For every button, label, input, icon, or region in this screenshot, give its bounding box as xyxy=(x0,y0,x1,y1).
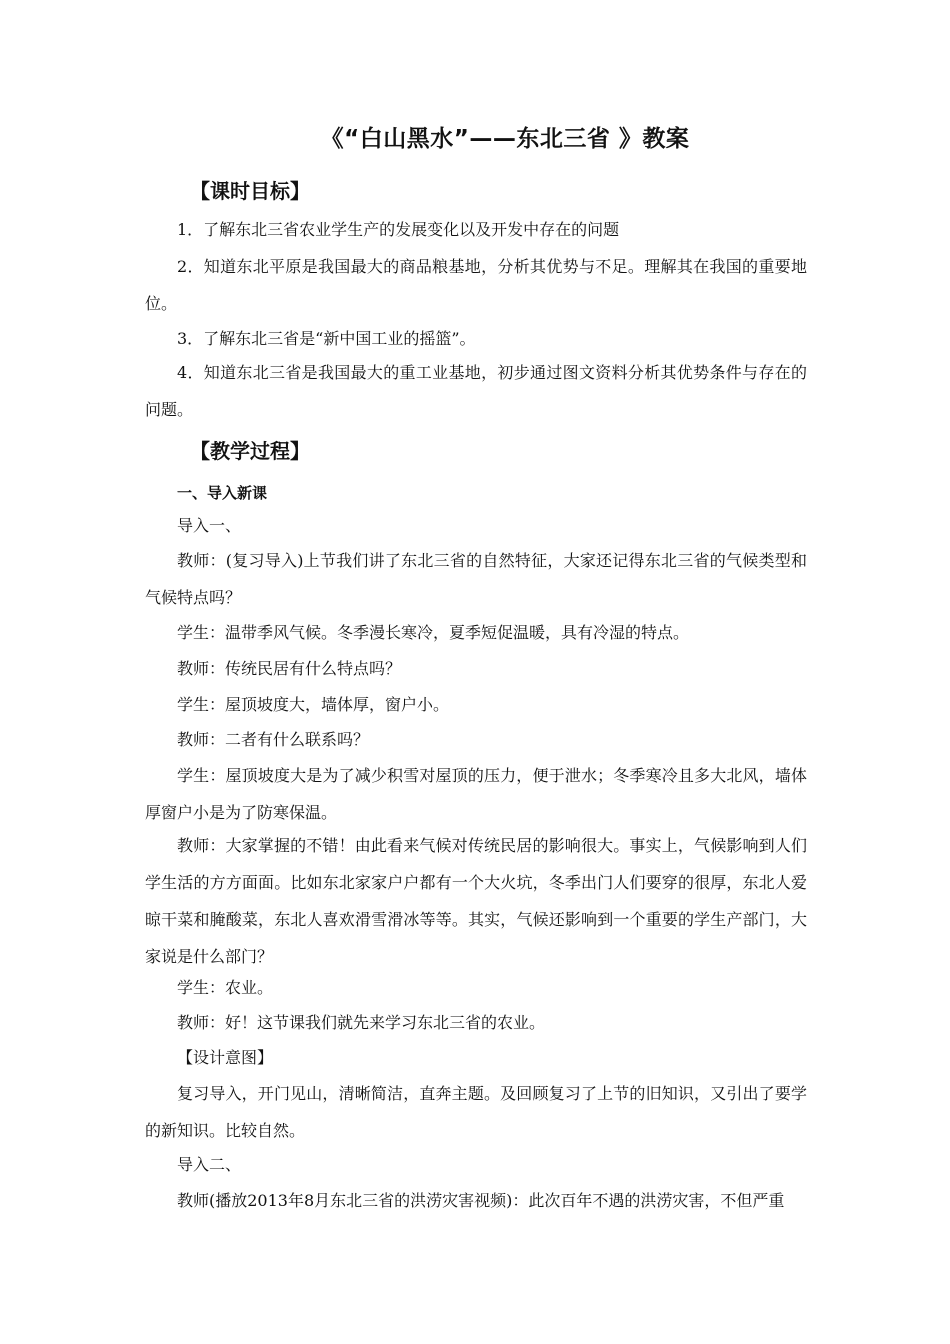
design-intent-label: 【设计意图】 xyxy=(177,1048,274,1067)
objective-item: 4．知道东北三省是我国最大的重工业基地，初步通过图文资料分析其优势条件与存在的问题。 xyxy=(145,363,807,419)
body-paragraph: 学生：温带季风气候。冬季漫长寒冷，夏季短促温暖，具有冷湿的特点。 xyxy=(177,623,690,642)
body-paragraph: 复习导入，开门见山，清晰简洁，直奔主题。及回顾复习了上节的旧知识，又引出了要学的新知识。比较自然。 xyxy=(145,1084,807,1140)
subsection-heading: 一、导入新课 xyxy=(177,484,268,502)
body-paragraph: 教师：大家掌握的不错！由此看来气候对传统民居的影响很大。事实上，气候影响到人们学生活的方方面面。比如东北家家户户都有一个大火坑，冬季出门人们要穿的很厚，东北人爱晾干菜和腌酸菜，东北人喜欢滑雪滑冰等等。其实，气候还影响到一个重要的学生产部门，大家说是什么部门？ xyxy=(145,836,807,966)
section-heading-objectives: 【课时目标】 xyxy=(190,179,310,203)
document-title: 《“白山黑水”——东北三省 》教案 xyxy=(320,126,690,152)
body-paragraph: 学生：屋顶坡度大是为了减少积雪对屋顶的压力，便于泄水；冬季寒冷且多大北风，墙体厚窗户小是为了防寒保温。 xyxy=(145,766,807,822)
body-paragraph: 教师(播放2013年8月东北三省的洪涝灾害视频)：此次百年不遇的洪涝灾害，不但严重 xyxy=(177,1191,785,1210)
body-paragraph: 学生：农业。 xyxy=(177,978,274,997)
objective-item: 3．了解东北三省是“新中国工业的摇篮”。 xyxy=(177,329,476,348)
body-paragraph: 导入一、 xyxy=(177,516,242,535)
objective-item: 2．知道东北平原是我国最大的商品粮基地，分析其优势与不足。理解其在我国的重要地位。 xyxy=(145,257,807,313)
body-paragraph: 导入二、 xyxy=(177,1155,242,1174)
body-paragraph: 教师：二者有什么联系吗？ xyxy=(177,730,370,749)
body-paragraph: 学生：屋顶坡度大，墙体厚，窗户小。 xyxy=(177,695,450,714)
body-paragraph: 教师：好！这节课我们就先来学习东北三省的农业。 xyxy=(177,1013,546,1032)
objective-item: 1．了解东北三省农业学生产的发展变化以及开发中存在的问题 xyxy=(177,220,620,239)
body-paragraph: 教师：传统民居有什么特点吗？ xyxy=(177,659,402,678)
section-heading-process: 【教学过程】 xyxy=(190,439,310,463)
body-paragraph: 教师：(复习导入)上节我们讲了东北三省的自然特征，大家还记得东北三省的气候类型和气候特点吗？ xyxy=(145,551,807,607)
